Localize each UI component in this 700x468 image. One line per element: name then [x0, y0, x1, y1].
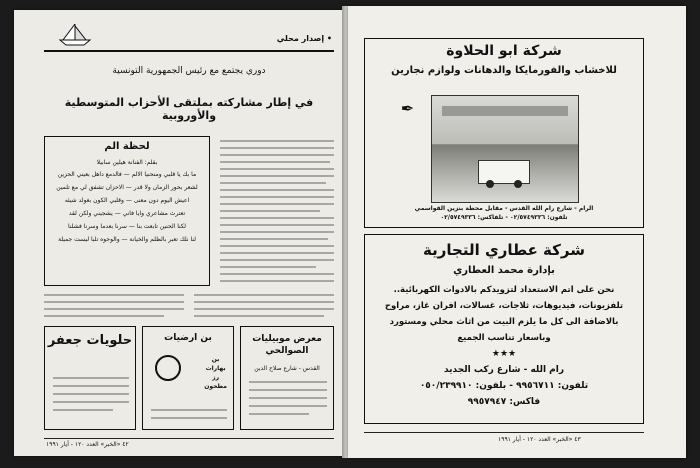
truck-icon: [478, 160, 530, 184]
left-header-bar: [44, 32, 334, 52]
ad-abu-halawa: [364, 38, 644, 228]
left-page: [14, 10, 344, 456]
section-label: • إصدار محلي: [276, 34, 332, 43]
poem-author: بقلم: الفنانة هيلين سابيلا: [96, 159, 158, 166]
ad2-list: [204, 355, 227, 391]
ad-top-phone: تلفون: ٠٢/٥٧٤٩٣٣٦ - تلفاكس: ٠٢/٥٧٤٩٣٣٦: [440, 214, 568, 221]
ad2-title: بن ارضيات: [164, 333, 212, 343]
ad-bottom-phone: تلفون: ٩٩٥٦٧١١ - بلفون: ٠٥٠/٢٣٩٩١٠: [419, 381, 589, 391]
ad-bottom-body-1: نحن على اتم الاستعداد لتزويدكم بالادوات الكهربائية..: [393, 285, 615, 295]
headline-2: في إطار مشاركته بملتقى الأحزاب المتوسطية والأوروبية: [64, 96, 314, 122]
ad-bottom-address: رام الله - شارع ركب الجديد: [443, 365, 565, 375]
ad-bottom-body-2: تلفزيونات، فيديوهات، ثلاجات، غسالات، افران غاز، مراوح: [384, 301, 624, 311]
poem-line: تعترث مشاعري وايا فاني — يشجيني ولكن لقد: [68, 210, 186, 217]
calligraphy-logo: ✒︎: [398, 99, 417, 118]
article-text-block: [220, 136, 334, 286]
headline-1: دوري يجتمع مع رئيس الجمهورية التونسية: [112, 66, 266, 76]
ad-top-title: شركة ابو الحلاوة: [446, 43, 562, 59]
ad-top-sub: للاخشاب والفورمايكا والدهانات ولوازم نجارين: [391, 65, 617, 76]
ad-bottom-fax: فاكس: ٩٩٥٧٩٤٧: [467, 397, 541, 407]
ad3-sub: القدس - شارع صلاح الدين: [254, 365, 320, 372]
poem-title: لحظة الم: [104, 141, 150, 152]
ad-top-address: الرام - شارع رام الله القدس - مقابل محطة بنزين القواسمي: [414, 205, 594, 212]
ad-coffee-spices: [142, 326, 234, 430]
ad-bottom-title: شركة عطاري التجارية: [423, 241, 585, 259]
ad-sawalhi-furniture: [240, 326, 334, 430]
ad3-title: معرض موبيليات الصوالحي: [252, 334, 322, 356]
poem-line: لنا نلك تعبر بالظلم والخيانة — والوجوه تلبا ليست جميلة: [58, 236, 196, 243]
poem-box: [44, 136, 210, 286]
paper-boat-logo: [58, 24, 92, 46]
ad-bottom-stars: ★★★: [491, 349, 517, 359]
left-footer: ٤٢ «الخبر» العدد ١٢٠ - أيار ١٩٩١: [46, 441, 129, 448]
poem-line: لشعر بحور الزمان ولا قدر — الاحزان تشفق لي مع تلمين: [56, 184, 198, 191]
coffee-emblem-icon: [155, 355, 181, 381]
ad2-item: بهارات: [205, 365, 226, 372]
shop-photo: [431, 95, 579, 203]
ad2-item: مطحون: [204, 383, 227, 390]
ad2-item: رز: [212, 374, 220, 381]
ad1-title: حلويات جعفر: [47, 333, 133, 348]
ad2-item: بن: [211, 356, 220, 363]
left-footer-rule: [44, 438, 334, 439]
poem-lines: [51, 171, 203, 249]
right-footer: ٤٣ «الخبر» العدد ١٢٠ - أيار ١٩٩١: [498, 436, 581, 443]
ad-bottom-sub: بإدارة محمد العطاري: [453, 265, 555, 276]
ad-bottom-body-3: بالاضافة الى كل ما يلزم البيت من اثاث محلي ومستورد: [389, 317, 619, 327]
ad-jaafar-sweets: [44, 326, 136, 430]
ad-bottom-body-4: وباسعار تناسب الجميع: [457, 333, 551, 343]
poem-line: لكنا الحنين تابعت بنا — سرنا بعدما وسرنا فشلنا: [67, 223, 187, 230]
article-lower-text: [44, 292, 334, 322]
poem-line: ما بك يا قلبي ومنحنيا الالم — فالدمع داهل بعيني الحزين: [57, 171, 197, 178]
right-page: [348, 6, 686, 458]
right-footer-rule: [364, 432, 644, 433]
poem-line: اعيش اليوم دون معنى — وقلبي الكون بغولد شيئه: [64, 197, 190, 204]
ad-attari-trading: [364, 234, 644, 424]
